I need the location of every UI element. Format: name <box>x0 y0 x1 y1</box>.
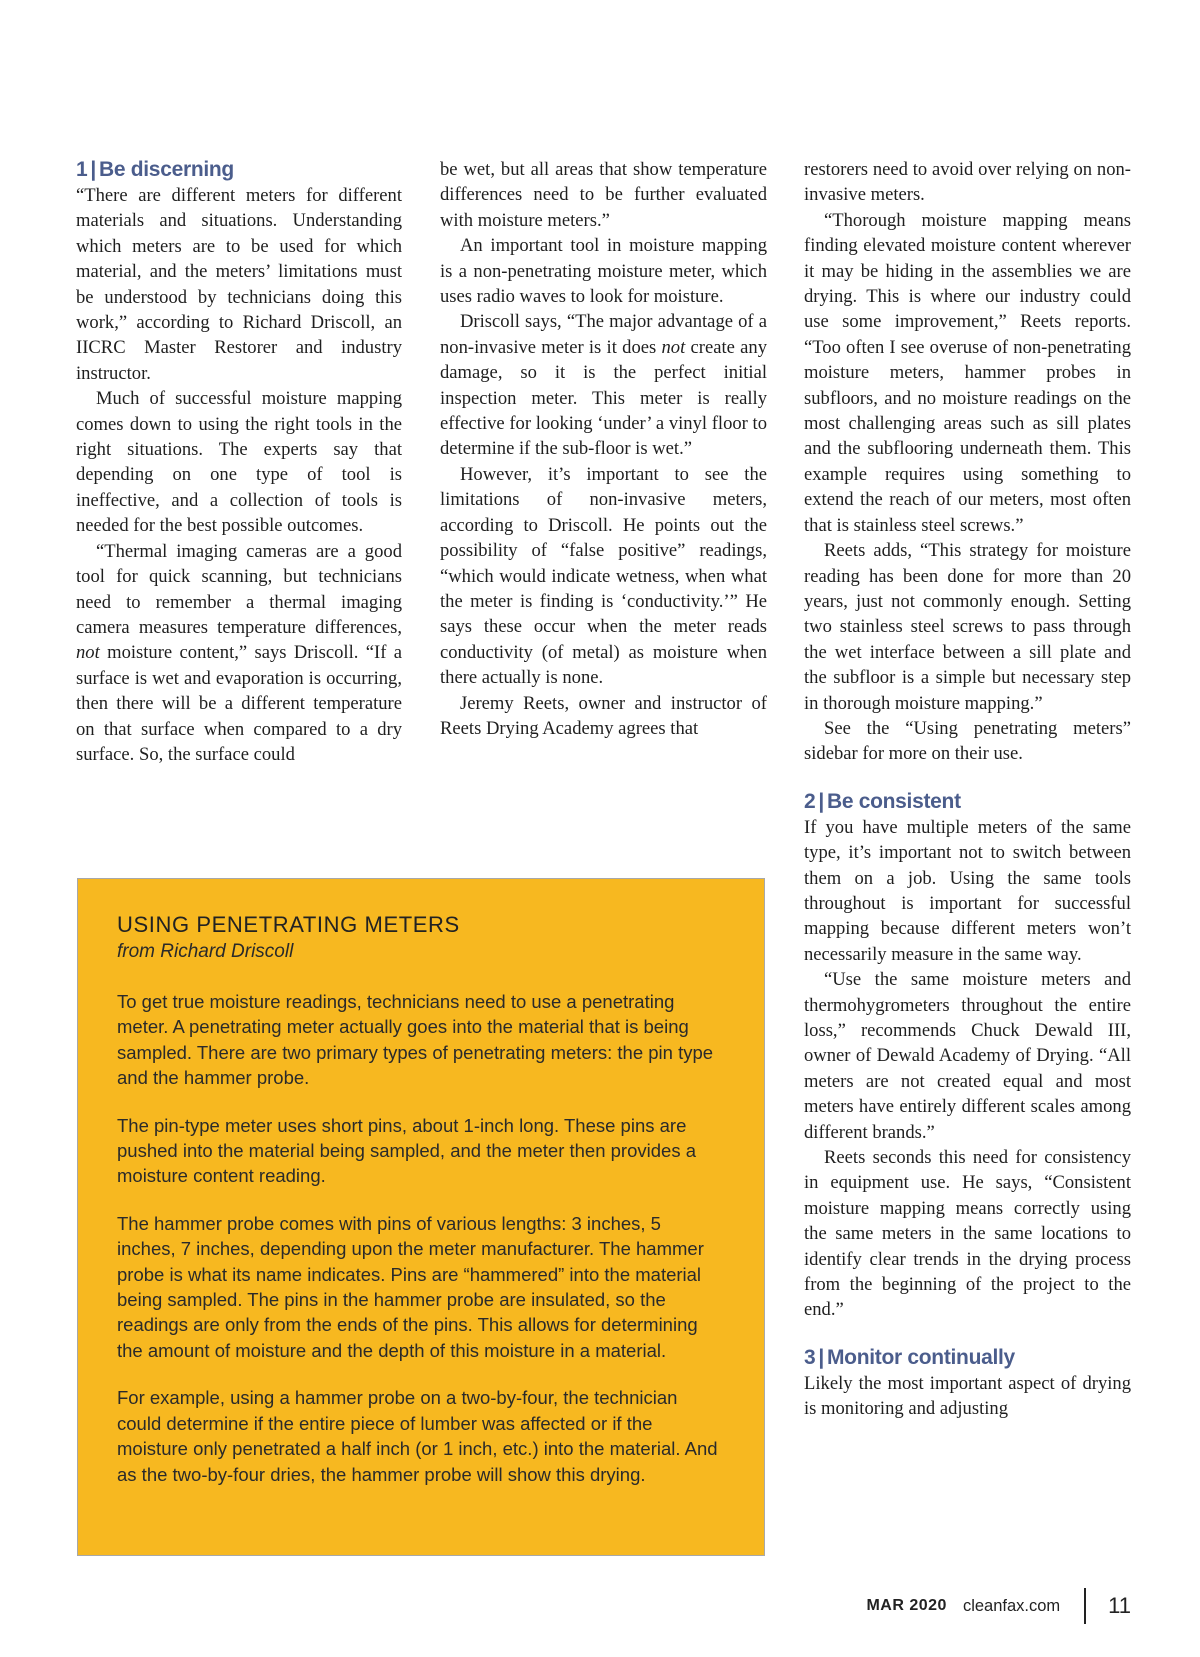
body-paragraph: restorers need to avoid over relying on non-invasive meters. <box>804 159 1131 206</box>
sidebar-paragraph: The pin-type meter uses short pins, about 1-inch long. These pins are pushed into the material being sampled, and the meter then provides a moisture content reading. <box>117 1114 697 1187</box>
body-paragraph: Much of successful moisture mapping comes down to using the right tools in the right situations. The experts say that depending on one type of tool is ineffective, and a collection of tools is needed for the best possible outcomes. <box>76 388 402 537</box>
page-footer <box>866 1586 1131 1626</box>
body-paragraph: Reets seconds this need for consistency in equipment use. He says, “Consistent moisture mapping means correctly using the same meters in the same locations to identify clear trends in the drying process from the beginning of the project to the end.” <box>804 1147 1131 1321</box>
article-column-1 <box>76 157 402 767</box>
section-number: 1 <box>76 158 88 181</box>
emphasis-text: not <box>661 336 686 358</box>
section-number: 3 <box>804 1345 816 1369</box>
section-heading-be-discerning: 1 | Be discerning <box>76 158 234 181</box>
site-link[interactable]: cleanfax.com <box>962 1596 1061 1615</box>
body-paragraph: Likely the most important aspect of drying is monitoring and adjusting <box>804 1372 1131 1420</box>
sidebar-box <box>77 878 765 1556</box>
section-title: Monitor continually <box>826 1345 1015 1369</box>
body-paragraph: “Thorough moisture mapping means finding elevated moisture content wherever it may be hiding in the assemblies we are drying. This is where our industry could use some improvement,” Reets reports. “Too often I see overuse of non-penetrating moisture meters, hammer probes in subfloors, and no moisture readings on the most challenging areas such as sill plates and the subflooring underneath them. This example requires using something to extend the reach of our meters, most often that is stainless steel screws.” <box>804 209 1131 536</box>
body-paragraph: If you have multiple meters of the same type, it’s important not to switch between them on a job. Using the same tools throughout is important for successful mapping because different meters won’t necessarily measure in the same way. <box>804 816 1131 965</box>
section-title: Be discerning <box>98 158 234 181</box>
section-heading-be-consistent: 2 | Be consistent <box>804 789 961 813</box>
sidebar-paragraph: The hammer probe comes with pins of various lengths: 3 inches, 5 inches, 7 inches, depending upon the meter manufacturer. The hammer probe is what its name indicates. Pins are “hammered” into the material being sampled. The pins in the hammer probe are insulated, so the readings are only from the ends of the pins. This allows for determining the amount of moisture and the depth of this moisture in a material. <box>117 1212 704 1361</box>
sidebar-byline: from Richard Driscoll <box>117 941 294 962</box>
article-column-2 <box>440 157 767 741</box>
body-paragraph: An important tool in moisture mapping is a non-penetrating moisture meter, which uses radio waves to look for moisture. <box>440 235 767 308</box>
section-heading-monitor-continually: 3 | Monitor continually <box>804 1345 1015 1369</box>
sidebar-paragraph: For example, using a hammer probe on a two-by-four, the technician could determine if the entire piece of lumber was affected or if the moisture only penetrated a half inch (or 1 inch, etc.) into the material. And as the two-by-four dries, the hammer probe will show this drying. <box>117 1387 718 1485</box>
body-paragraph: “There are different meters for different materials and situations. Understanding which meters are to be used for which material, and the meters’ limitations must be understood by technicians doing this work,” according to Richard Driscoll, an IICRC Master Restorer and industry instructor. <box>76 185 402 384</box>
body-paragraph: However, it’s important to see the limitations of non-invasive meters, according to Driscoll. He points out the possibility of “false positive” readings, “which would indicate wetness, when what the meter is finding is ‘conductivity.’” He says these occur when the meter reads conductivity (of metal) as moisture when there actually is none. <box>440 463 767 689</box>
body-paragraph: Driscoll says, “The major advantage of a non-invasive meter is it does not create any damage, so it is the perfect initial inspection meter. This meter is really effective for looking ‘under’ a vinyl floor to determine if the sub-floor is wet.” <box>440 311 768 460</box>
body-paragraph: Jeremy Reets, owner and instructor of Reets Drying Academy agrees that <box>440 692 767 739</box>
sidebar-title: USING PENETRATING METERS <box>117 912 460 937</box>
body-paragraph: “Thermal imaging cameras are a good tool for quick scanning, but technicians need to remember a thermal imaging camera measures temperature differences, not moisture content,” says Driscoll. “If a surface is wet and evaporation is occurring, then there will be a different temperature on that surface when compared to a dry surface. So, the surface could <box>76 540 402 765</box>
emphasis-text: not <box>76 642 100 664</box>
body-paragraph: be wet, but all areas that show temperature differences need to be further evaluated with moisture meters.” <box>440 159 767 231</box>
body-paragraph: Reets adds, “This strategy for moisture reading has been done for more than 20 years, just not commonly enough. Setting two stainless steel screws to pass through the wet interface between a sill plate and the subfloor is a simple but necessary step in thorough moisture mapping.” <box>804 540 1131 714</box>
page-number: 11 <box>1108 1593 1131 1618</box>
issue-date: MAR 2020 <box>866 1597 947 1614</box>
section-title: Be consistent <box>826 789 961 813</box>
sidebar-paragraph: To get true moisture readings, technicians need to use a penetrating meter. A penetrating meter actually goes into the material that is being sampled. There are two primary types of penetrating meters: the pin type and the hammer probe. <box>117 991 714 1089</box>
body-paragraph: “Use the same moisture meters and thermohygrometers throughout the entire loss,” recommends Chuck Dewald III, owner of Dewald Academy of Drying. “All meters are not created equal and most meters have entirely different scales among different brands.” <box>804 969 1131 1143</box>
footer-divider <box>1084 1588 1086 1624</box>
section-number: 2 <box>804 789 816 813</box>
article-column-3 <box>804 157 1131 1422</box>
body-paragraph: See the “Using penetrating meters” sidebar for more on their use. <box>804 717 1131 765</box>
